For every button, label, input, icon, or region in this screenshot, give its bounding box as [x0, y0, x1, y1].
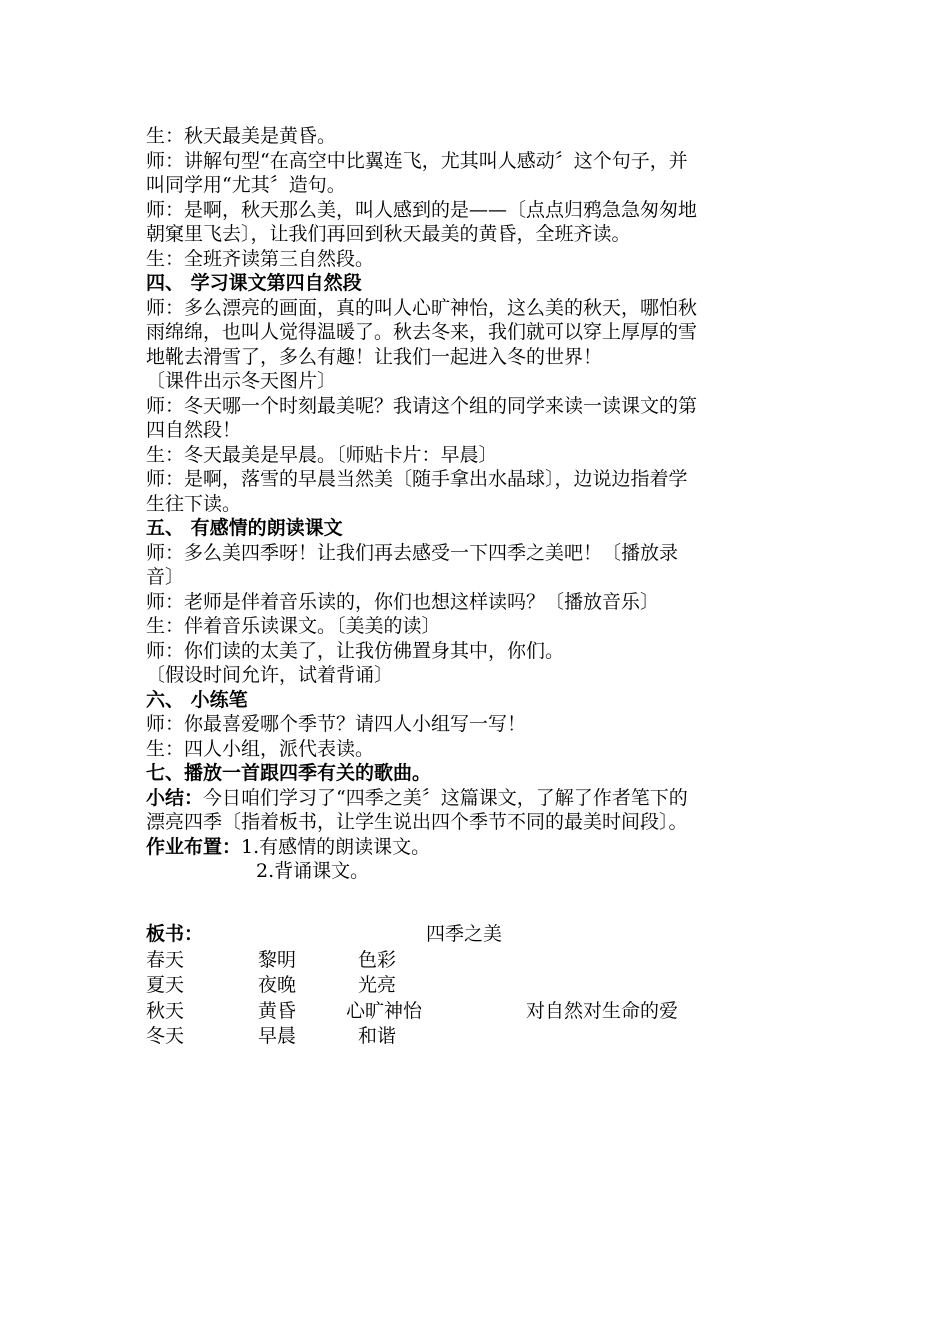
text-line: 生：伴着音乐读课文。〔美美的读〕 — [146, 615, 441, 637]
text-line: 叫同学用“尤其〞造句。 — [146, 174, 346, 196]
lesson-body — [146, 124, 806, 884]
board-header-row — [146, 922, 806, 948]
text-line: 师：老师是伴着音乐读的，你们也想这样读吗？〔播放音乐〕 — [146, 590, 660, 613]
text-line: 生：四人小组，派代表读。 — [146, 737, 375, 760]
text-line: 地靴去滑雪了，多么有趣！让我们一起进入冬的世界！ — [146, 345, 603, 368]
board-season: 春天 — [146, 948, 185, 971]
section-heading: 五、 有感情的朗读课文 — [146, 517, 343, 539]
section-heading: 六、 小练笔 — [146, 688, 248, 711]
summary-line-1 — [146, 786, 806, 811]
board-feature: 色彩 — [358, 948, 397, 971]
board-title: 四季之美 — [426, 923, 503, 945]
board-season: 秋天 — [146, 999, 185, 1022]
board-time: 早晨 — [258, 1025, 297, 1047]
text-line: 〔课件出示冬天图片〕 — [146, 370, 337, 392]
text-line: 音〕 — [146, 566, 185, 588]
board-time: 夜晚 — [258, 974, 297, 996]
board-row — [146, 999, 806, 1025]
board-row — [146, 973, 806, 999]
board-season: 夏天 — [146, 974, 185, 996]
board-season: 冬天 — [146, 1025, 185, 1047]
homework-item-1: 1.有感情的朗读课文。 — [241, 835, 431, 858]
text-line: 生：秋天最美是黄昏。 — [146, 125, 337, 147]
board-row — [146, 948, 806, 974]
text-line: 师：是啊，秋天那么美，叫人感到的是——〔点点归鸦急急匆匆地 — [146, 198, 698, 221]
text-line: 四自然段！ — [146, 419, 242, 441]
text-line: 师：你最喜爱哪个季节？请四人小组写一写！ — [146, 713, 527, 735]
homework-line-1 — [146, 835, 806, 860]
text-line: 生：冬天最美是早晨。〔师贴卡片：早晨〕 — [146, 443, 498, 466]
board-time: 黄昏 — [258, 999, 297, 1022]
text-line: 师：你们读的太美了，让我仿佛置身其中，你们。 — [146, 639, 565, 662]
summary-text-1: 今日咱们学习了“四季之美〞这篇课文，了解了作者笔下的 — [203, 786, 688, 809]
summary-line-2: 漂亮四季〔指着板书，让学生说出四个季节不同的最美时间段〕。 — [146, 811, 688, 833]
board-feature: 光亮 — [358, 974, 397, 996]
text-line: 生：全班齐读第三自然段。 — [146, 247, 375, 270]
text-line: 朝窠里飞去〕，让我们再回到秋天最美的黄昏，全班齐读。 — [146, 223, 631, 245]
text-line: 师：讲解句型“在高空中比翼连飞，尤其叫人感动〞这个句子，并 — [146, 149, 688, 172]
board-row — [146, 1024, 806, 1050]
board-extra: 对自然对生命的爱 — [526, 999, 679, 1022]
text-line: 雨绵绵，也叫人觉得温暖了。秋去冬来，我们就可以穿上厚厚的雪 — [146, 321, 698, 343]
section-heading: 四、 学习课文第四自然段 — [146, 272, 362, 294]
section-heading: 七、播放一首跟四季有关的歌曲。 — [146, 762, 432, 784]
text-line: 生往下读。 — [146, 492, 242, 515]
board-rows — [146, 948, 806, 1050]
board-label: 板书： — [146, 923, 204, 945]
text-line: 师：冬天哪一个时刻最美呢？我请这个组的同学来读一读课文的第 — [146, 394, 698, 417]
text-line: 师：是啊，落雪的早晨当然美〔随手拿出水晶球〕，边说边指着学 — [146, 468, 688, 490]
text-line: 师：多么漂亮的画面，真的叫人心旷神怡，这么美的秋天，哪怕秋 — [146, 296, 698, 319]
blackboard-section — [146, 922, 806, 1050]
homework-label: 作业布置： — [146, 835, 242, 858]
board-time: 黎明 — [258, 948, 297, 971]
board-feature: 和谐 — [358, 1025, 397, 1047]
lesson-lines — [146, 124, 806, 786]
board-feature: 心旷神怡 — [346, 999, 423, 1022]
homework-item-2: 2.背诵课文。 — [256, 860, 370, 882]
text-line: 〔假设时间允许，试着背诵〕 — [146, 664, 394, 686]
summary-label: 小结： — [146, 786, 204, 809]
text-line: 师：多么美四季呀！让我们再去感受一下四季之美吧！〔播放录 — [146, 541, 679, 564]
